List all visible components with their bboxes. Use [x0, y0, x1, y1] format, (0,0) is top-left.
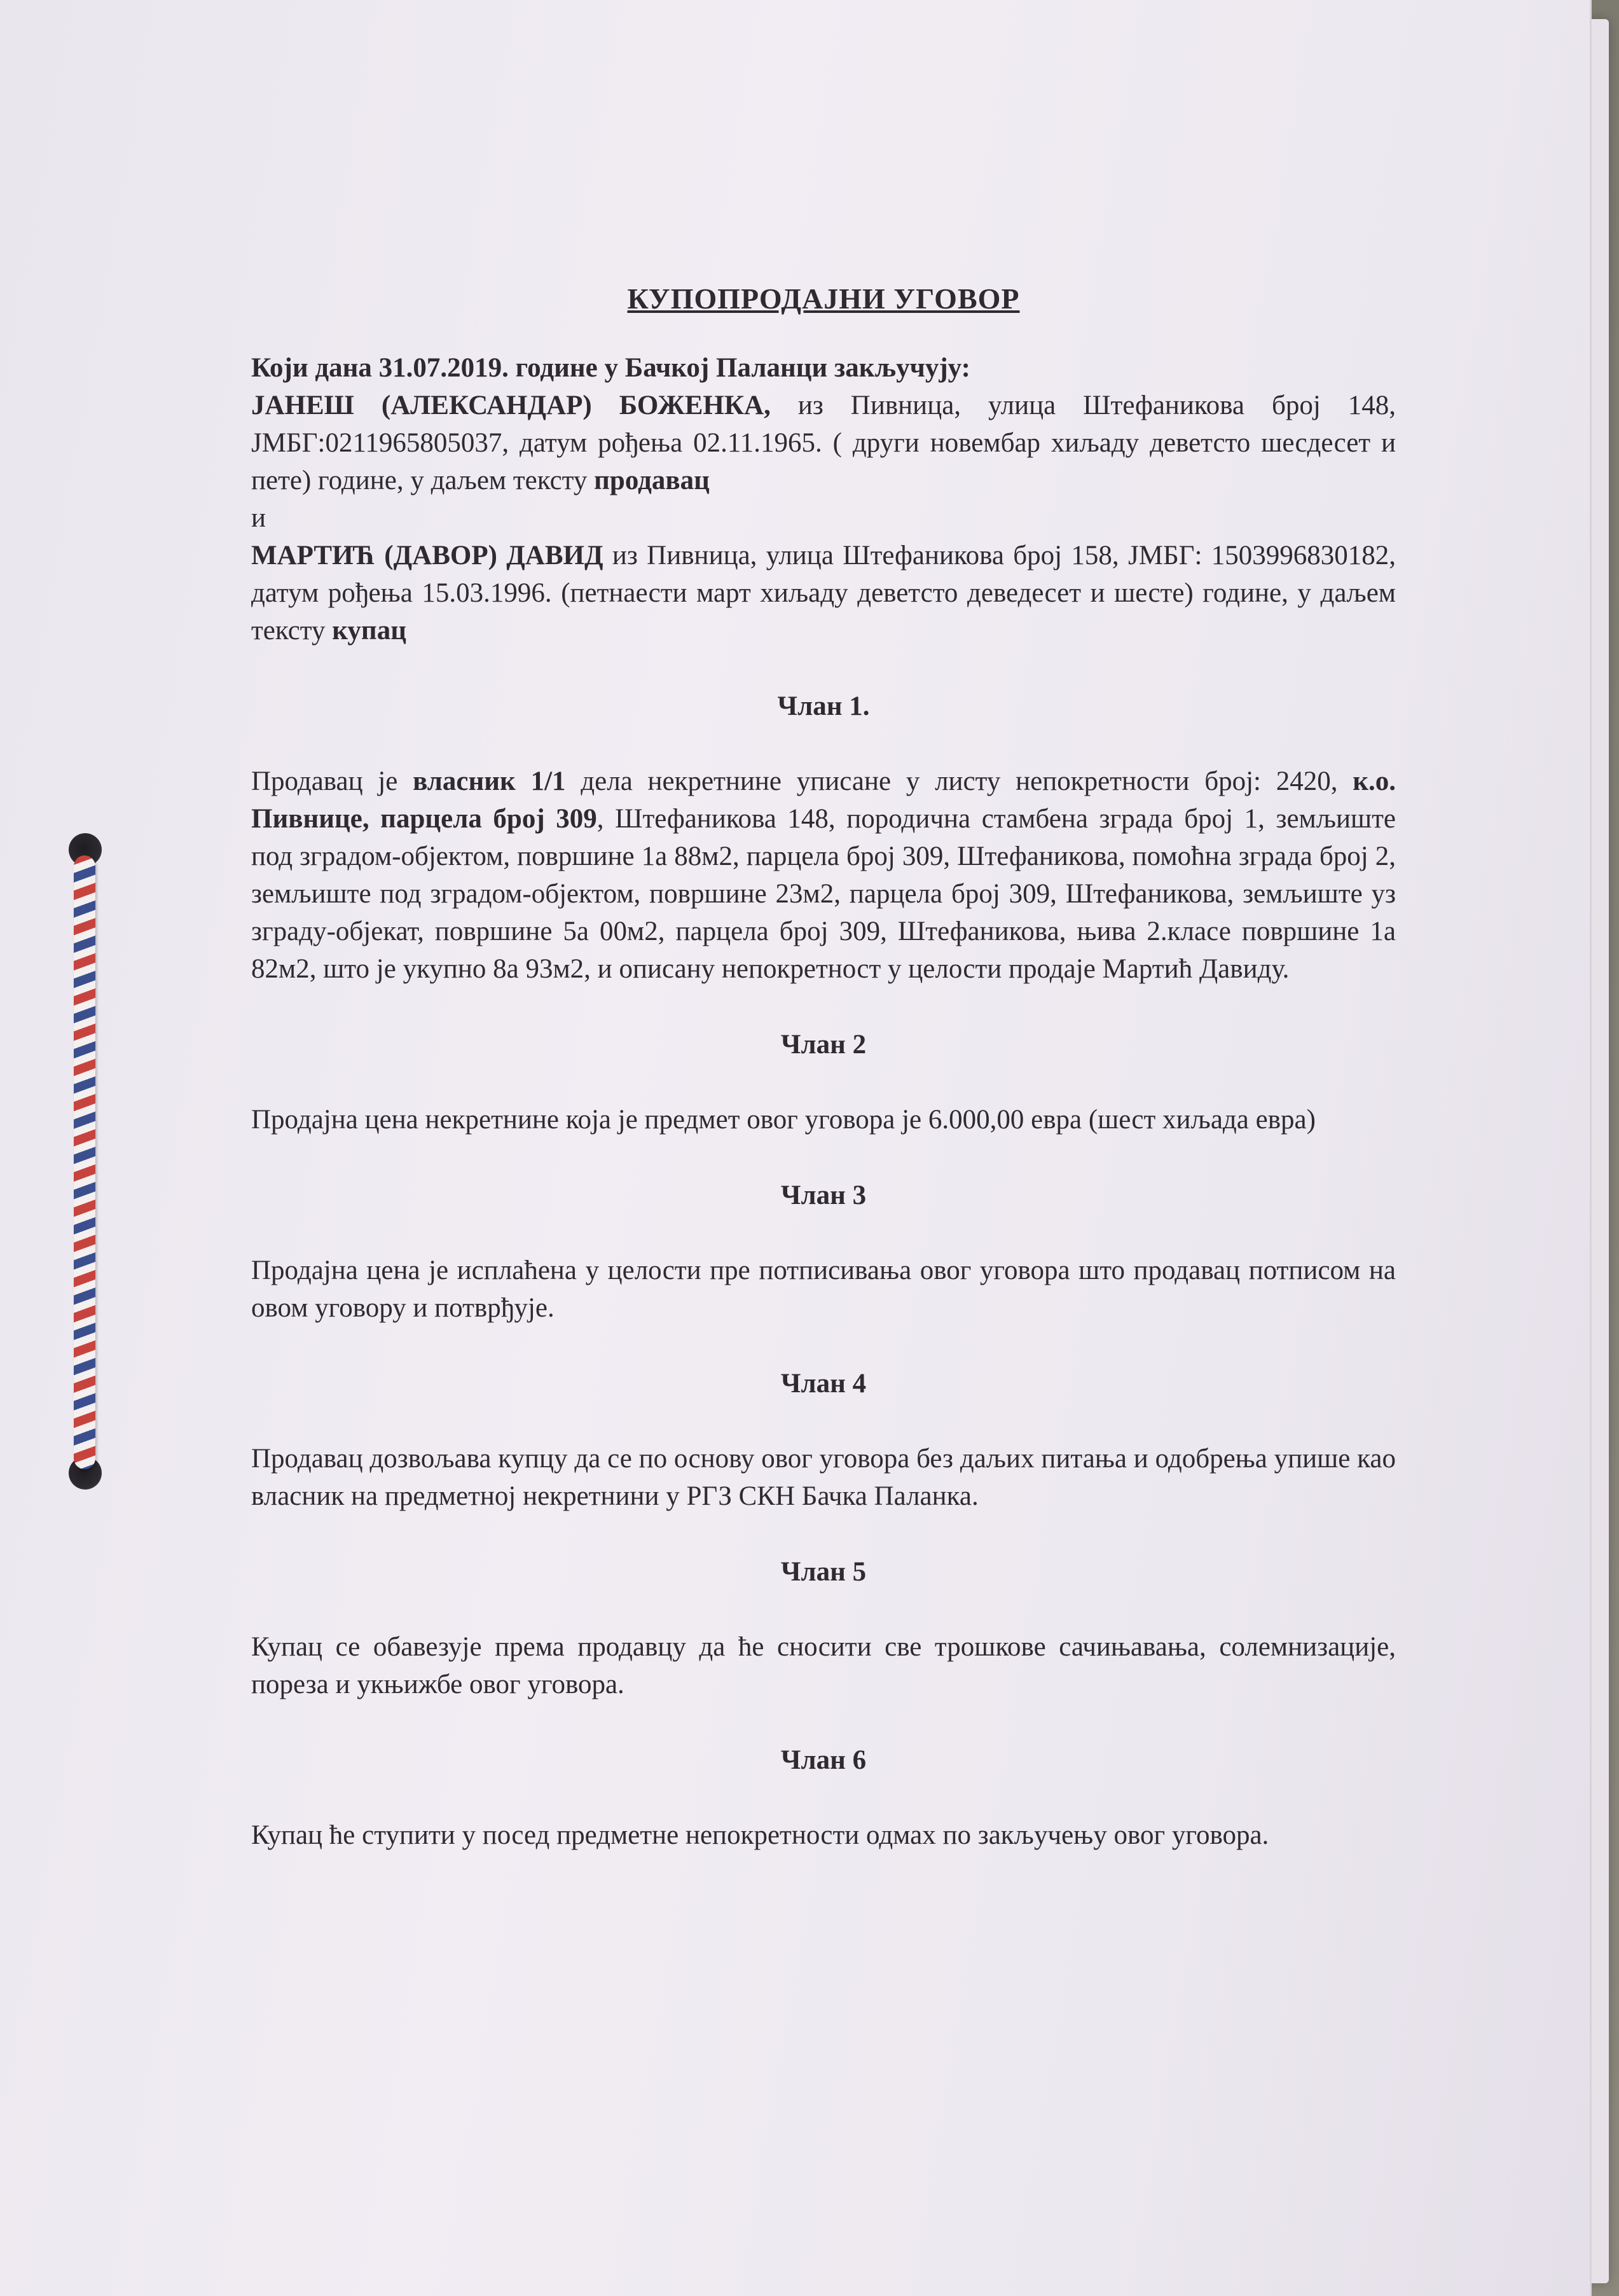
connector-text: и	[251, 503, 266, 533]
seller-name: ЈАНЕШ (АЛЕКСАНДАР) БОЖЕНКА,	[251, 391, 771, 420]
article-2-heading: Члан 2	[780, 1030, 867, 1060]
intro-line	[251, 349, 1396, 387]
article-1-owner-share: власник 1/1	[413, 766, 566, 796]
article-4-heading: Члан 4	[780, 1369, 867, 1399]
article-1-text	[251, 763, 1396, 988]
article-1-part-3: , Штефаникова 148, породична стамбена зграда број 1, земљиште под зградом-објектом, површине 1а 88м2, парцела број 309, Штефаникова, помоћна зграда број 2, земљиште под зградом-објектом, површине 23м2, парцела број 309, Штефаникова, земљиште уз зграду-објекат, површине 5а 00м2, парцела број 309, Штефаникова, њива 2.класе површине 1а 82м2, што је укупно 8а 93м2, и описану непокретност у целости продаје Мартић Давиду.	[251, 804, 1396, 984]
article-2-text: Продајна цена некретнине која је предмет овог уговора је 6.000,00 евра (шест хиљада евра)	[251, 1105, 1316, 1135]
article-1-heading: Члан 1.	[777, 691, 870, 721]
seller-details: из Пивница, улица Штефаникова број 148, ЈМБГ:0211965805037, датум рођења 02.11.1965. ( други новембар хиљаду деветсто шесдесет и пете) године, у даљем тексту	[251, 391, 1396, 495]
seller-paragraph	[251, 387, 1396, 499]
article-5-heading: Члан 5	[780, 1557, 867, 1587]
article-3-text: Продајна цена је исплаћена у целости пре потписивања овог уговора што продавац потписом на овом уговору и потврђује.	[251, 1255, 1396, 1323]
buyer-details: из Пивница, улица Штефаникова број 158, ЈМБГ: 1503996830182, датум рођења 15.03.1996. (петнаести март хиљаду деветсто деведесет и шесте) године, у даљем тексту	[251, 541, 1396, 646]
contract-text	[251, 280, 1396, 1854]
buyer-name: МАРТИЋ (ДАВОР) ДАВИД	[251, 541, 603, 571]
article-3-heading: Члан 3	[780, 1180, 867, 1210]
article-4-text: Продавац дозвољава купцу да се по основу овог уговора без даљих питања и одобрења упише као власник на предметној некретнини у РГЗ СКН Бачка Паланка.	[251, 1444, 1396, 1511]
seller-role: продавац	[594, 466, 710, 495]
article-1-part-2: дела некретнине уписане у листу непокретности број: 2420,	[565, 766, 1353, 796]
article-6-heading: Члан 6	[780, 1745, 867, 1775]
binding-cord	[74, 855, 95, 1469]
connector-line	[251, 499, 1396, 537]
intro-text: Који дана 31.07.2019. године у Бачкој Паланци закључују:	[251, 353, 970, 383]
buyer-paragraph	[251, 537, 1396, 649]
article-6-text: Купац ће ступити у посед предметне непокретности одмах по закључењу овог уговора.	[251, 1820, 1269, 1850]
buyer-role: купац	[332, 616, 406, 646]
article-5-text: Купац се обавезује према продавцу да ће сносити све трошкове сачињавања, солемнизације, пореза и укњижбе овог уговора.	[251, 1632, 1396, 1699]
article-1-part-1: Продавац је	[251, 766, 413, 796]
page-title: КУПОПРОДАЈНИ УГОВОР	[627, 282, 1020, 315]
article-1-parcel: к.о. Пивнице, парцела број 309	[251, 766, 1396, 834]
